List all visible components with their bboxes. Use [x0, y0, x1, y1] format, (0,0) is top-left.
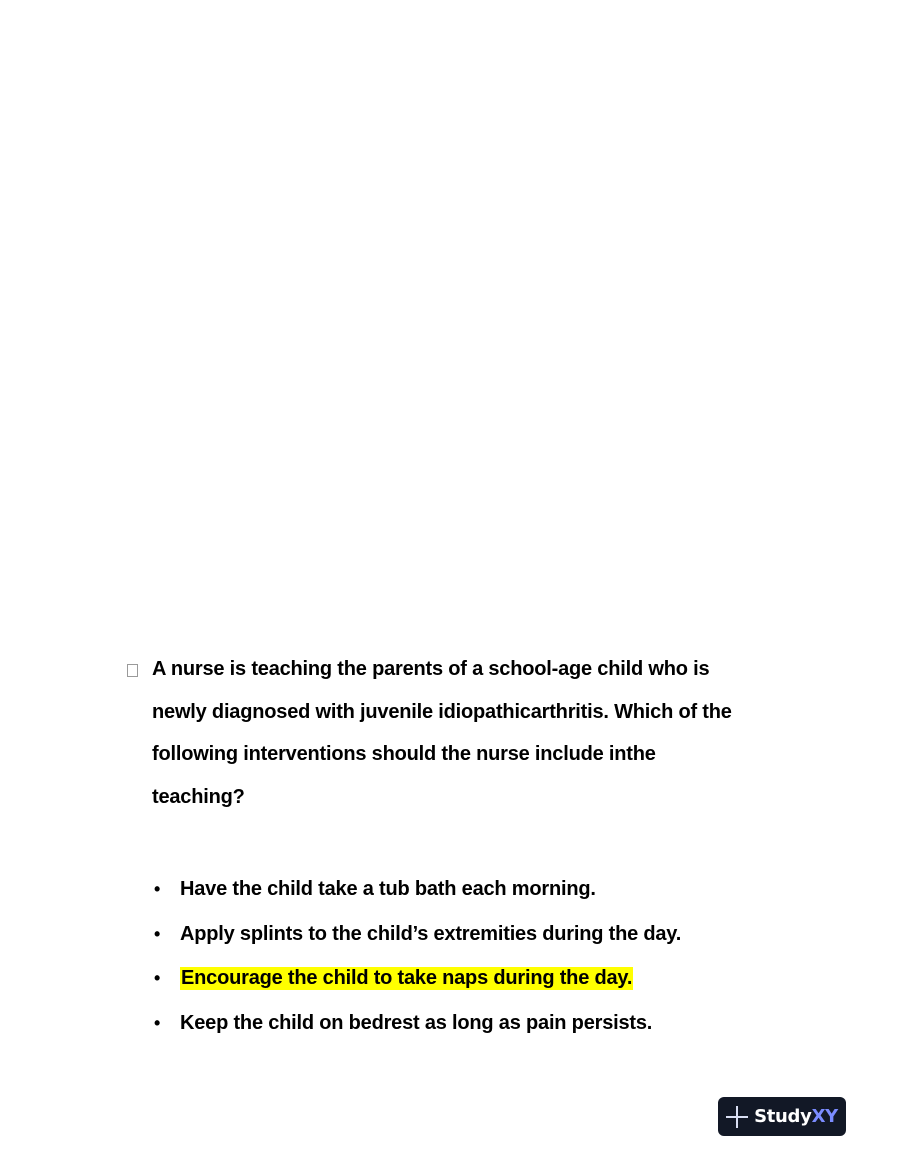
answer-option-4: [152, 1001, 681, 1046]
question-block: [127, 655, 767, 818]
brand-name-accent: XY: [811, 1106, 838, 1127]
studyxy-logo: [718, 1097, 846, 1136]
answer-option-text: Apply splints to the child’s extremities during the day.: [180, 922, 682, 945]
bullet-icon: •: [154, 878, 161, 899]
bullet-icon: •: [154, 968, 161, 989]
bullet-icon: •: [154, 923, 161, 944]
bullet-icon: •: [154, 1012, 161, 1033]
brand-name: [754, 1106, 838, 1127]
answer-option-2: [152, 912, 681, 957]
highlighted-answer-option-text: Encourage the child to take naps during the day.: [181, 967, 633, 990]
answer-option-text: Have the child take a tub bath each morning.: [180, 877, 596, 900]
answer-options-list: [152, 867, 681, 1046]
brand-name-main: Study: [754, 1106, 812, 1127]
answer-option-3: [152, 956, 681, 1001]
answer-option-1: [152, 867, 681, 912]
answer-option-text: Keep the child on bedrest as long as pain persists.: [180, 1011, 653, 1034]
question-row: [127, 655, 767, 818]
question-text: A nurse is teaching the parents of a school-age child who is newly diagnosed with juvenile idiopathicarthritis. Which of the following interventions should the nurse include inthe teaching?: [152, 658, 732, 808]
checkbox-icon: [127, 664, 138, 677]
plus-icon: [726, 1106, 748, 1128]
